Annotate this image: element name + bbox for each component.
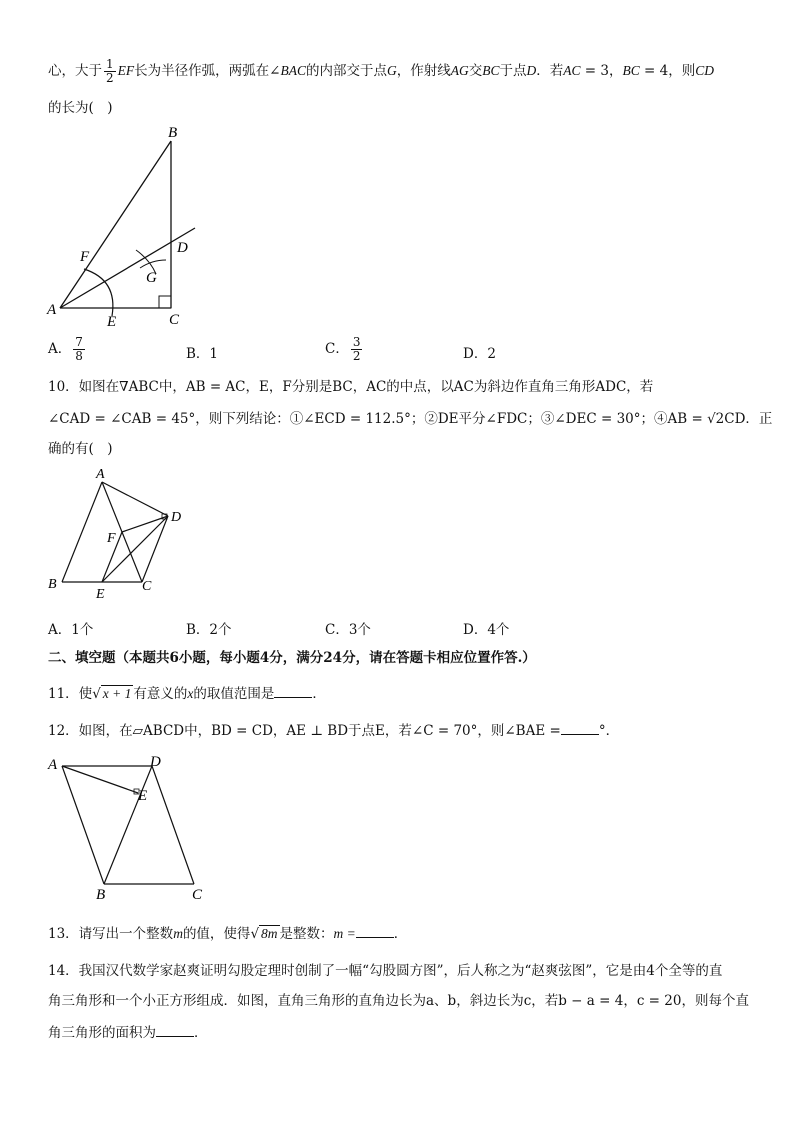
q9-option-b: B．1 xyxy=(186,346,219,362)
q9-text-line1: 心，大于 $\frac{1}{2}$ EF长为半径作弧，两弧在∠BAC的内部交于点G，作射线AG交BC于点D．若AC = 3，BC = 4，则CD xyxy=(48,57,714,85)
label-F: F xyxy=(107,531,116,546)
label-C: C xyxy=(192,887,203,902)
label-A: A xyxy=(48,757,58,773)
section-title: 二、填空题（本题共6小题，每小题4分，满分24分，请在答题卡相应位置作答.） xyxy=(48,650,536,666)
q14-text-line2: 角三角形和一个小正方形组成．如图，直角三角形的直角边长为a、b，斜边长为c，若b − a = 4，c = 20，则每个直 xyxy=(48,993,749,1009)
label-D: D xyxy=(171,510,182,525)
q9-option-d: D．2 xyxy=(463,346,496,362)
q12-figure xyxy=(40,752,220,902)
q11-answer-blank[interactable] xyxy=(274,683,312,698)
q10-option-a: A．1个 xyxy=(48,622,94,638)
label-A: A xyxy=(96,467,105,482)
label-A: A xyxy=(47,302,57,318)
label-E: E xyxy=(107,314,117,330)
q10-option-d: D．4个 xyxy=(463,622,510,638)
label-B: B xyxy=(96,887,106,902)
q10-text-line2: ∠CAD = ∠CAB = 45°，则下列结论：①∠ECD = 112.5°；②DE平分∠FDC；③∠DEC = 30°；④AB = √2CD．正 xyxy=(48,411,773,427)
label-E: E xyxy=(96,587,105,602)
q9-figure xyxy=(40,120,210,330)
q12-text: 12．如图，在▱ABCD中，BD = CD，AE ⊥ BD于点E，若∠C = 70°，则∠BAE = °． xyxy=(48,720,619,741)
label-F: F xyxy=(80,249,90,265)
label-B: B xyxy=(48,577,57,592)
q10-option-b: B．2个 xyxy=(186,622,232,638)
q14-text-line3: 角三角形的面积为 ． xyxy=(48,1022,208,1043)
fraction: $\frac{1}{2}$ xyxy=(106,57,114,85)
label-D: D xyxy=(150,754,161,770)
label-G: G xyxy=(146,270,157,286)
q9-option-a: A． $\frac{7}{8}$ xyxy=(48,335,83,363)
q13-answer-blank[interactable] xyxy=(356,923,394,938)
q9-option-c: C． $\frac{3}{2}$ xyxy=(325,335,361,363)
q10-option-c: C．3个 xyxy=(325,622,371,638)
q9-text-line2: 的长为( ) xyxy=(48,100,113,116)
q14-answer-blank[interactable] xyxy=(156,1022,194,1037)
q14-text-line1: 14．我国汉代数学家赵爽证明勾股定理时创制了一幅“勾股圆方图”，后人称之为“赵爽弦图”，它是由4个全等的直 xyxy=(48,963,723,979)
label-C: C xyxy=(169,312,180,328)
label-C: C xyxy=(142,579,152,594)
label-D: D xyxy=(177,240,188,256)
label-B: B xyxy=(168,125,178,141)
q13-text: 13．请写出一个整数m的值，使得√ 8m 是整数：m = ． xyxy=(48,923,407,944)
q12-answer-blank[interactable] xyxy=(561,720,599,735)
q11-text: 11．使√ x + 1 有意义的x的取值范围是 ． xyxy=(48,683,326,704)
label-E: E xyxy=(138,788,148,804)
q10-figure xyxy=(40,466,200,606)
q10-text-line1: 10．如图在∇ABC中，AB = AC，E，F分别是BC，AC的中点，以AC为斜边作直角三角形ADC，若 xyxy=(48,379,654,395)
q10-text-line3: 确的有( ) xyxy=(48,441,113,457)
